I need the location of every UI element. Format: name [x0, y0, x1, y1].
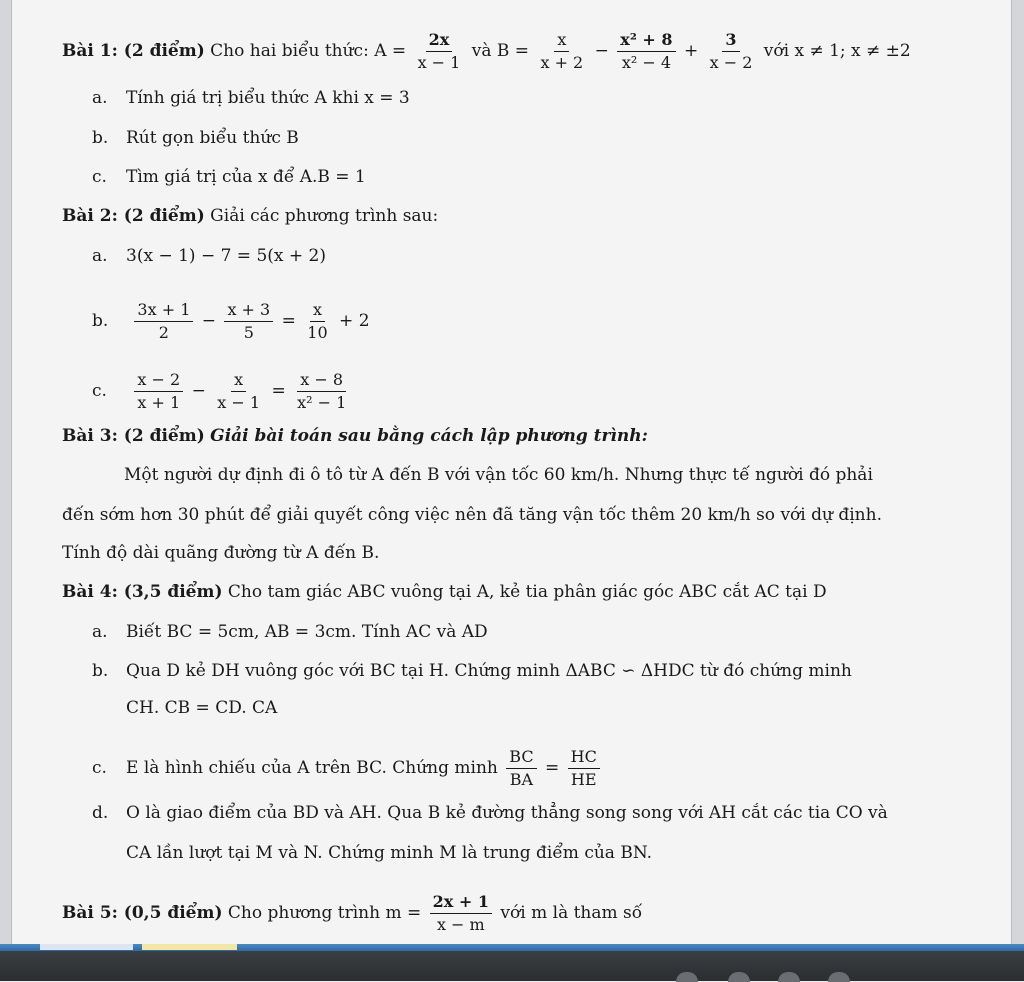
- bai2-header-line: [62, 205, 438, 227]
- op-eq: =: [281, 311, 296, 331]
- bai2-item-c: [92, 370, 352, 413]
- item-text: O là giao điểm của BD và AH. Qua B kẻ đường thẳng song song với AH cắt các tia CO và: [126, 803, 888, 823]
- frac-b2: $\frac{\text{x² + 8}}{\text{x² − 4}}$: [617, 30, 675, 73]
- item-text: Tìm giá trị của x để A.B = 1: [126, 167, 366, 187]
- expr-m-lhs: m =: [385, 903, 422, 923]
- item-label: c.: [92, 381, 107, 401]
- bai4-item-a: [92, 621, 488, 643]
- expr-b-lhs: B =: [496, 41, 530, 61]
- right-frame: [1011, 0, 1024, 944]
- op-minus: −: [594, 41, 609, 61]
- frac: $\frac{3x + 1}{2}$: [134, 300, 193, 343]
- op-plus: +: [683, 41, 699, 61]
- bai5-intro: Cho phương trình: [227, 903, 381, 923]
- bai2-item-b: [92, 300, 370, 343]
- bai4-item-c: [92, 747, 603, 790]
- bai1-item-c: [92, 166, 366, 188]
- bai3-intro: Giải bài toán sau bằng cách lập phương trình:: [210, 426, 648, 446]
- frac: $\frac{2x + 1}{x - m}$: [430, 892, 492, 935]
- page-tab-2[interactable]: [142, 944, 237, 950]
- item-label: a.: [92, 246, 108, 266]
- op-eq: =: [271, 381, 286, 401]
- bai4-intro: Cho tam giác ABC vuông tại A, kẻ tia phân giác góc ABC cắt AC tại D: [227, 582, 827, 602]
- frac: $\frac{HC}{HE}$: [568, 747, 600, 790]
- item-label: c.: [92, 167, 107, 187]
- bai4-header-line: [62, 581, 827, 603]
- frac: $\frac{x}{10}$: [307, 300, 328, 342]
- item-text: E là hình chiếu của A trên BC. Chứng minh: [126, 758, 498, 778]
- bai3-paragraph-line2: đến sớm hơn 30 phút để giải quyết công việc nên đã tăng vận tốc thêm 20 km/h so với dự định.: [62, 505, 882, 525]
- frac: $\frac{x - 2}{x + 1}$: [134, 370, 183, 413]
- item-label: d.: [92, 803, 109, 823]
- bai4-item-d-line2: CA lần lượt tại M và N. Chứng minh M là trung điểm của BN.: [126, 843, 653, 863]
- bai3-paragraph-line1: Một người dự định đi ô tô từ A đến B với vận tốc 60 km/h. Nhưng thực tế người đó phải: [124, 465, 873, 485]
- expr-a-lhs: A =: [374, 41, 407, 61]
- item-label: b.: [92, 128, 109, 148]
- bai4-item-b-line2: CH. CB = CD. CA: [126, 698, 278, 718]
- item-text: Biết BC = 5cm, AB = 3cm. Tính AC và AD: [126, 622, 488, 642]
- op-eq: =: [544, 758, 560, 778]
- bai1-item-a: [92, 87, 410, 109]
- op-minus: −: [191, 381, 206, 401]
- item-label: b.: [92, 661, 109, 681]
- document-page: [12, 0, 1011, 944]
- bai3-paragraph-line3: Tính độ dài quãng đường từ A đến B.: [62, 543, 380, 563]
- item-label: a.: [92, 88, 108, 108]
- frac-a: $\frac{2x}{x - 1}$: [417, 30, 461, 72]
- bai1-intro: Cho hai biểu thức:: [210, 41, 369, 61]
- and-word: và: [471, 41, 492, 61]
- bai3-header-line: [62, 425, 648, 447]
- bai1-header-line: [62, 30, 911, 73]
- frac: $\frac{x}{x - 1}$: [217, 370, 261, 412]
- page-tab-1[interactable]: [40, 944, 133, 950]
- bai2-intro: Giải các phương trình sau:: [210, 206, 439, 226]
- bai3-heading: Bài 3: (2 điểm): [62, 426, 205, 446]
- item-label: c.: [92, 758, 107, 778]
- op-minus: −: [201, 311, 217, 331]
- frac: $\frac{BC}{BA}$: [506, 747, 536, 790]
- left-frame: [0, 0, 12, 944]
- frac-b1: $\frac{x}{x + 2}$: [540, 30, 584, 72]
- bai4-item-b: [92, 660, 852, 682]
- bai1-heading: Bài 1: (2 điểm): [62, 41, 205, 61]
- frac: $\frac{x + 3}{5}$: [224, 300, 273, 343]
- frac-b3: $\frac{3}{x - 2}$: [709, 30, 753, 72]
- tail: + 2: [339, 311, 370, 331]
- bai5-heading: Bài 5: (0,5 điểm): [62, 903, 223, 923]
- condition: với x ≠ 1; x ≠ ±2: [763, 41, 911, 61]
- item-text: Rút gọn biểu thức B: [126, 128, 299, 148]
- item-label: b.: [92, 311, 109, 331]
- frac: $\frac{x - 8}{\text{x² − 1}}$: [297, 370, 347, 412]
- bai1-item-b: [92, 127, 299, 149]
- item-text: 3(x − 1) − 7 = 5(x + 2): [126, 246, 326, 266]
- item-label: a.: [92, 622, 108, 642]
- bai2-item-a: [92, 245, 326, 267]
- bai5-tail: với m là tham số: [500, 903, 643, 923]
- bai2-heading: Bài 2: (2 điểm): [62, 206, 205, 226]
- bai5-line: [62, 892, 642, 935]
- bai4-item-d: [92, 802, 888, 824]
- bai4-heading: Bài 4: (3,5 điểm): [62, 582, 223, 602]
- item-text: Qua D kẻ DH vuông góc với BC tại H. Chứng minh ΔABC ∽ ΔHDC từ đó chứng minh: [126, 661, 852, 681]
- item-text: Tính giá trị biểu thức A khi x = 3: [126, 88, 410, 108]
